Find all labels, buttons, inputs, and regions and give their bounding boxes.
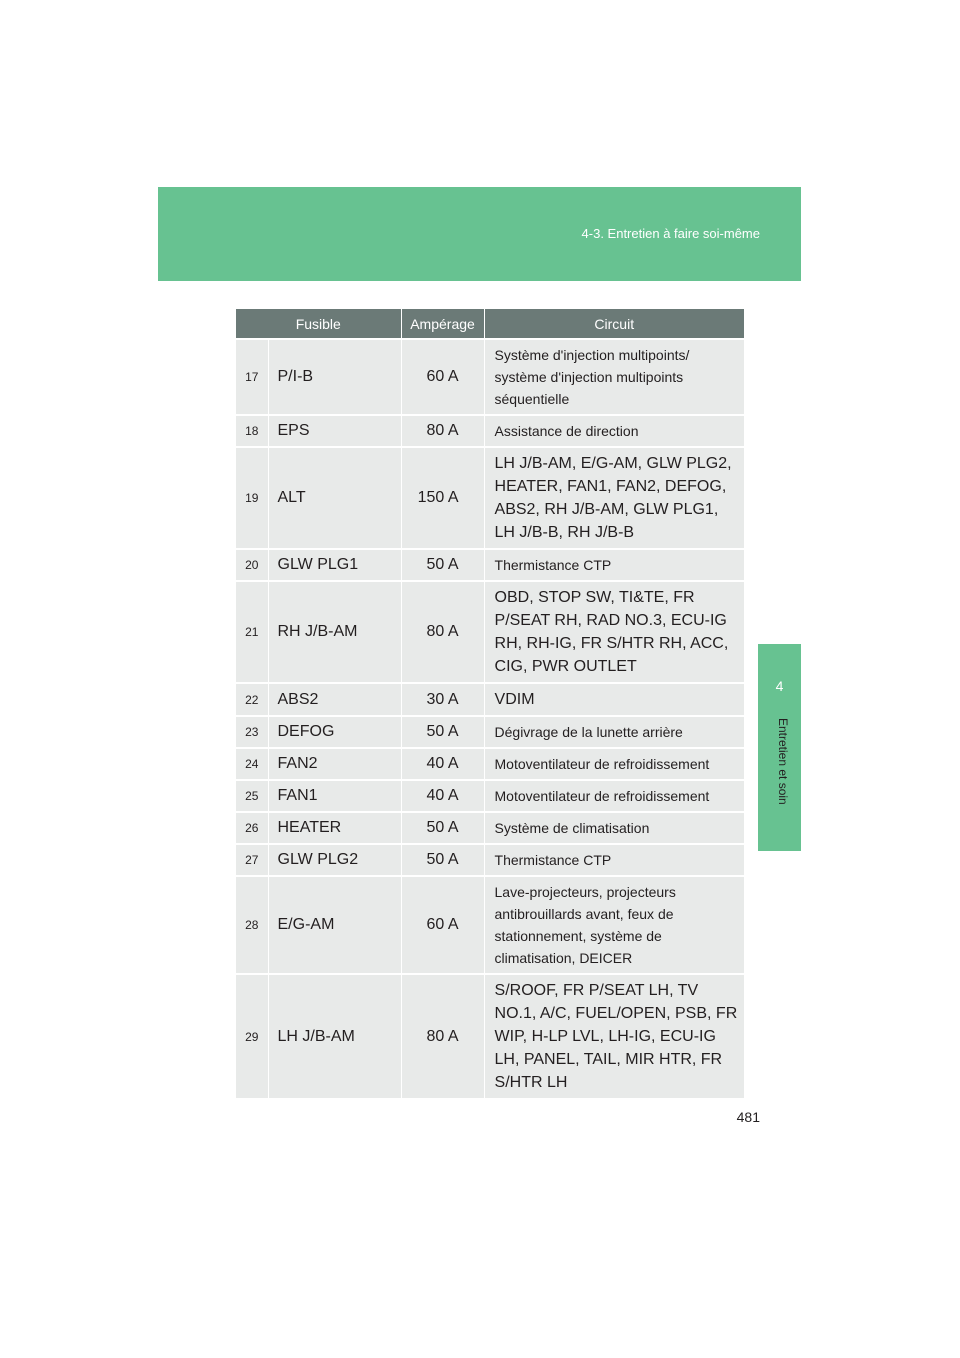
fuse-number: 28 — [236, 876, 268, 974]
fuse-name: DEFOG — [268, 716, 401, 748]
fuse-name: GLW PLG1 — [268, 549, 401, 581]
fuse-circuit: Motoventilateur de refroidissement — [484, 748, 744, 780]
fuse-amperage: 50 A — [401, 716, 484, 748]
table-row — [236, 876, 744, 974]
fuse-circuit: Lave-projecteurs, projecteurs antibrouillards avant, feux de stationnement, système de climatisation, DEICER — [484, 876, 744, 974]
table-row — [236, 339, 744, 415]
fuse-amperage: 30 A — [401, 683, 484, 716]
fuse-circuit: Système d'injection multipoints/ système d'injection multipoints séquentielle — [484, 339, 744, 415]
fuse-number: 27 — [236, 844, 268, 876]
fuse-amperage: 50 A — [401, 812, 484, 844]
fuse-name: FAN2 — [268, 748, 401, 780]
fuse-amperage: 150 A — [401, 447, 484, 549]
table-row — [236, 748, 744, 780]
section-title: 4-3. Entretien à faire soi-même — [581, 226, 760, 241]
fuse-number: 17 — [236, 339, 268, 415]
fuse-circuit: Assistance de direction — [484, 415, 744, 447]
table-header-row — [236, 309, 744, 339]
fuse-name: ABS2 — [268, 683, 401, 716]
table-row — [236, 844, 744, 876]
fuse-circuit: Thermistance CTP — [484, 549, 744, 581]
fuse-name: LH J/B-AM — [268, 974, 401, 1098]
fuse-circuit: VDIM — [484, 683, 744, 716]
fuse-number: 26 — [236, 812, 268, 844]
chapter-number: 4 — [775, 678, 784, 694]
fuse-circuit: LH J/B-AM, E/G-AM, GLW PLG2, HEATER, FAN1, FAN2, DEFOG, ABS2, RH J/B-AM, GLW PLG1, LH J/B-B, RH J/B-B — [484, 447, 744, 549]
fuse-name: FAN1 — [268, 780, 401, 812]
fuse-number: 29 — [236, 974, 268, 1098]
fuse-number: 24 — [236, 748, 268, 780]
fuse-amperage: 80 A — [401, 974, 484, 1098]
fuse-number: 25 — [236, 780, 268, 812]
fuse-amperage: 40 A — [401, 748, 484, 780]
fuse-number: 23 — [236, 716, 268, 748]
page-number: 481 — [736, 1109, 760, 1125]
table-row — [236, 447, 744, 549]
fuse-circuit: S/ROOF, FR P/SEAT LH, TV NO.1, A/C, FUEL/OPEN, PSB, FR WIP, H-LP LVL, LH-IG, ECU-IG LH, PANEL, TAIL, MIR HTR, FR S/HTR LH — [484, 974, 744, 1098]
fuse-table — [236, 309, 744, 1098]
column-header-amperage: Ampérage — [401, 309, 484, 339]
fuse-amperage: 50 A — [401, 844, 484, 876]
chapter-label: Entretien et soin — [776, 718, 790, 805]
fuse-circuit: OBD, STOP SW, TI&TE, FR P/SEAT RH, RAD NO.3, ECU-IG RH, RH-IG, FR S/HTR RH, ACC, CIG, PWR OUTLET — [484, 581, 744, 683]
table-row — [236, 812, 744, 844]
fuse-circuit: Thermistance CTP — [484, 844, 744, 876]
table-row — [236, 683, 744, 716]
fuse-name: EPS — [268, 415, 401, 447]
fuse-amperage: 40 A — [401, 780, 484, 812]
fuse-circuit: Dégivrage de la lunette arrière — [484, 716, 744, 748]
fuse-number: 18 — [236, 415, 268, 447]
fuse-number: 19 — [236, 447, 268, 549]
fuse-amperage: 80 A — [401, 415, 484, 447]
fuse-circuit: Système de climatisation — [484, 812, 744, 844]
fuse-name: E/G-AM — [268, 876, 401, 974]
table-row — [236, 716, 744, 748]
fuse-amperage: 80 A — [401, 581, 484, 683]
fuse-name: RH J/B-AM — [268, 581, 401, 683]
fuse-circuit: Motoventilateur de refroidissement — [484, 780, 744, 812]
table-row — [236, 974, 744, 1098]
table-row — [236, 780, 744, 812]
fuse-amperage: 60 A — [401, 876, 484, 974]
fuse-amperage: 50 A — [401, 549, 484, 581]
fuse-name: ALT — [268, 447, 401, 549]
fuse-number: 20 — [236, 549, 268, 581]
table-row — [236, 549, 744, 581]
fuse-name: GLW PLG2 — [268, 844, 401, 876]
fuse-name: P/I-B — [268, 339, 401, 415]
column-header-fuse: Fusible — [236, 309, 401, 339]
header-band — [158, 187, 801, 281]
fuse-amperage: 60 A — [401, 339, 484, 415]
table-row — [236, 415, 744, 447]
column-header-circuit: Circuit — [484, 309, 744, 339]
fuse-number: 22 — [236, 683, 268, 716]
fuse-number: 21 — [236, 581, 268, 683]
table-row — [236, 581, 744, 683]
fuse-name: HEATER — [268, 812, 401, 844]
